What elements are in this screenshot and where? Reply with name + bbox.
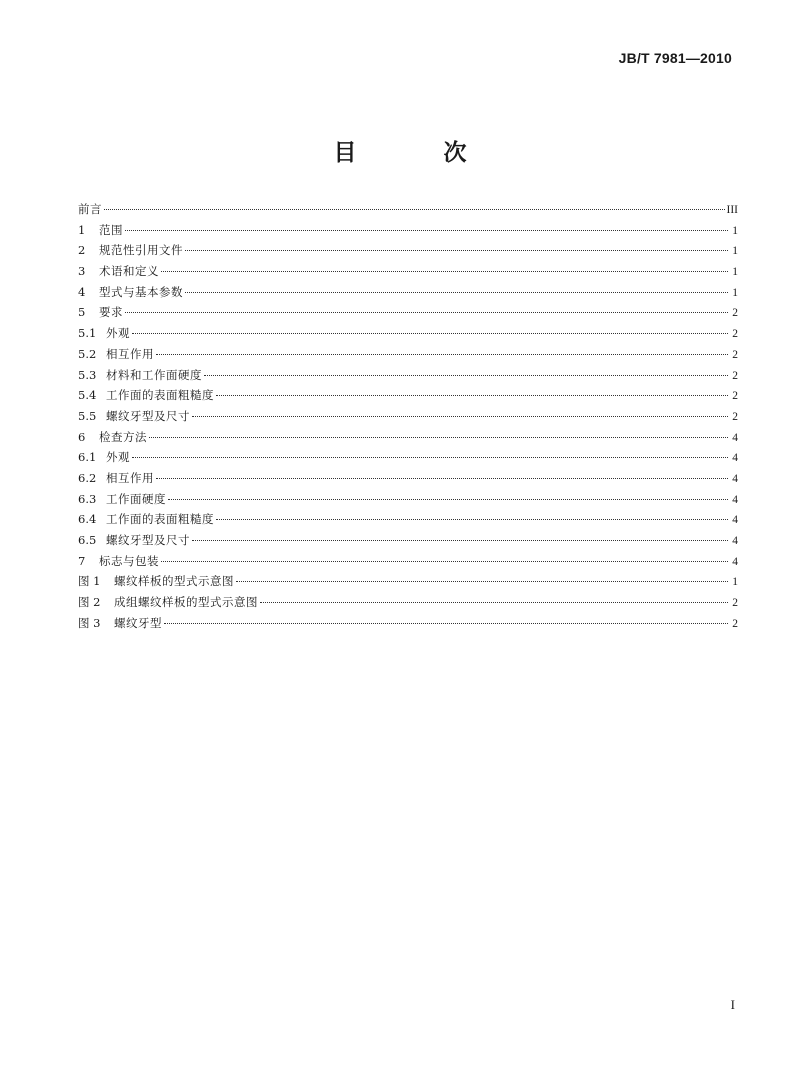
toc-entry[interactable] (78, 551, 738, 572)
toc-entry-title: 螺纹牙型及尺寸 (106, 408, 190, 423)
toc-entry-title: 工作面的表面粗糙度 (106, 388, 214, 403)
toc-entry-number: 7 (78, 553, 86, 568)
toc-entry-number: 2 (78, 243, 86, 258)
toc-dot-leader (185, 250, 728, 251)
toc-entry-title: 前言 (78, 202, 102, 216)
toc-entry[interactable] (78, 406, 738, 427)
toc-title: 目 次 (333, 139, 499, 166)
toc-entry[interactable] (78, 385, 738, 406)
toc-entry-number: 图 3 (78, 615, 101, 630)
toc-dot-leader (161, 561, 728, 562)
toc-entry-title: 相互作用 (106, 346, 154, 361)
toc-entry[interactable] (78, 282, 738, 303)
toc-entry[interactable] (78, 344, 738, 365)
toc-entry[interactable] (78, 447, 738, 468)
toc-entry[interactable] (78, 468, 738, 489)
toc-dot-leader (132, 333, 728, 334)
toc-entry-page: 1 (732, 245, 738, 258)
toc-entry-page: 1 (732, 224, 738, 237)
toc-entry-page: 2 (732, 390, 738, 403)
page-number: I (730, 997, 735, 1012)
toc-entry-page: 2 (732, 369, 738, 382)
toc-entry[interactable] (78, 613, 738, 634)
toc-entry-number: 6.5 (78, 533, 97, 547)
toc-dot-leader (204, 375, 728, 376)
toc-dot-leader (149, 437, 728, 438)
toc-entry-page: 4 (732, 472, 738, 485)
toc-entry-title: 外观 (106, 450, 130, 465)
toc-entry[interactable] (78, 530, 738, 551)
toc-entry-page: 2 (732, 410, 738, 423)
toc-dot-leader (164, 623, 728, 624)
toc-entry[interactable] (78, 323, 738, 344)
toc-entry-title: 材料和工作面硬度 (106, 367, 202, 382)
toc-entry-page: 2 (732, 597, 738, 610)
toc-entry-title: 外观 (106, 326, 130, 341)
toc-entry-title: 范围 (99, 222, 123, 237)
toc-dot-leader (236, 581, 728, 582)
toc-entry-number: 6.1 (78, 450, 97, 465)
toc-entry-page: 4 (732, 452, 738, 465)
toc-dot-leader (192, 540, 728, 541)
toc-entry-number: 6.2 (78, 470, 97, 485)
toc-entry[interactable] (78, 489, 738, 510)
toc-dot-leader (132, 457, 728, 458)
toc-entry-number: 3 (78, 264, 86, 279)
toc-entry-page: 4 (732, 535, 738, 547)
toc-entry[interactable] (78, 220, 738, 241)
toc-entry-title: 工作面硬度 (106, 491, 166, 506)
toc-entry-title: 成组螺纹样板的型式示意图 (114, 595, 258, 610)
toc-entry-title: 标志与包装 (99, 553, 159, 568)
toc-entry[interactable] (78, 240, 738, 261)
toc-entry-title: 术语和定义 (99, 264, 159, 279)
toc-dot-leader (125, 312, 728, 313)
toc-entry[interactable] (78, 571, 738, 592)
toc-entry-number: 5.4 (78, 388, 97, 403)
toc-entry-number: 6.3 (78, 491, 97, 506)
toc-dot-leader (185, 292, 728, 293)
toc-entry-number: 6.4 (78, 512, 97, 527)
toc-entry[interactable] (78, 592, 738, 613)
toc-entry[interactable] (78, 261, 738, 282)
toc-entry[interactable] (78, 365, 738, 386)
toc-entry-page: 2 (732, 307, 738, 320)
toc-entry-number: 1 (78, 222, 86, 237)
toc-entry-page: 4 (732, 431, 738, 444)
toc-entry[interactable] (78, 199, 738, 220)
toc-entry-page: 4 (732, 493, 738, 506)
toc-entry-title: 螺纹牙型及尺寸 (106, 533, 190, 547)
toc-entry-page: 2 (732, 328, 738, 341)
toc-entry-number: 6 (78, 429, 86, 444)
document-code: JB/T 7981—2010 (618, 50, 732, 66)
toc-entry-title: 检查方法 (99, 429, 147, 444)
toc-entry-page: 2 (732, 617, 738, 630)
toc-entry-page: 1 (732, 266, 738, 279)
toc-dot-leader (104, 209, 725, 210)
toc-entry-number: 5.2 (78, 346, 97, 361)
table-of-contents (78, 199, 738, 633)
toc-entry-number: 图 2 (78, 595, 101, 610)
toc-entry-number: 图 1 (78, 574, 101, 589)
toc-dot-leader (168, 499, 728, 500)
toc-dot-leader (216, 519, 728, 520)
toc-entry-title: 相互作用 (106, 470, 154, 485)
toc-entry-title: 型式与基本参数 (99, 284, 183, 299)
toc-entry[interactable] (78, 302, 738, 323)
toc-dot-leader (260, 602, 728, 603)
toc-entry-title: 螺纹样板的型式示意图 (114, 574, 234, 589)
toc-entry-number: 5.5 (78, 408, 97, 423)
toc-entry-page: 4 (732, 514, 738, 527)
toc-entry-number: 5.3 (78, 367, 97, 382)
toc-dot-leader (156, 354, 728, 355)
toc-entry-title: 规范性引用文件 (99, 243, 183, 258)
toc-dot-leader (192, 416, 728, 417)
toc-entry-number: 5.1 (78, 326, 97, 341)
toc-entry[interactable] (78, 427, 738, 448)
toc-entry-number: 5 (78, 305, 86, 320)
toc-entry-number: 4 (78, 284, 86, 299)
toc-entry-page: 4 (732, 555, 738, 568)
toc-entry-page: 1 (732, 286, 738, 299)
toc-entry-page: 1 (732, 576, 738, 589)
toc-dot-leader (161, 271, 728, 272)
toc-dot-leader (156, 478, 728, 479)
toc-entry[interactable] (78, 509, 738, 530)
toc-entry-title: 螺纹牙型 (114, 615, 162, 630)
toc-entry-page: III (726, 204, 738, 216)
toc-dot-leader (216, 395, 728, 396)
toc-entry-page: 2 (732, 348, 738, 361)
toc-entry-title: 工作面的表面粗糙度 (106, 512, 214, 527)
toc-dot-leader (125, 230, 728, 231)
toc-entry-title: 要求 (99, 305, 123, 320)
